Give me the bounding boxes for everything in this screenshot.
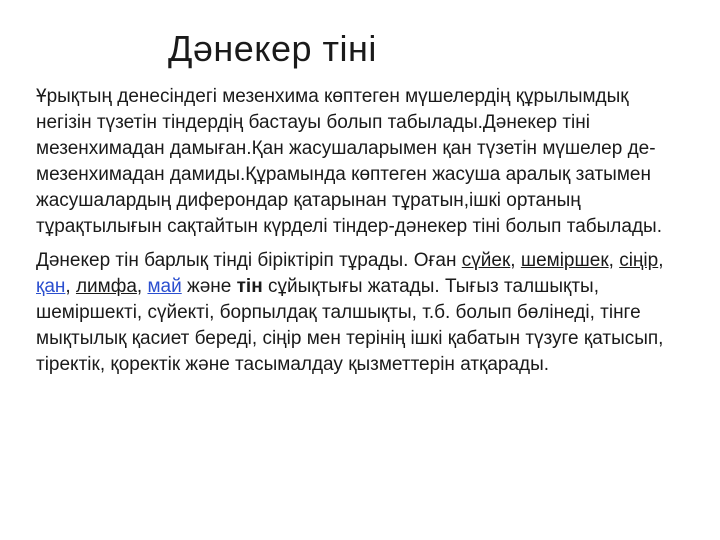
link-blood[interactable]: қан [36,276,66,297]
slide-body [36,84,666,386]
separator: , [608,250,620,271]
conjunction-and: және [181,276,237,297]
paragraph-origin: Ұрықтың денесіндегі мезенхима көптеген мүшелердің құрылымдық негізін түзетін тіндердің бастауы болып табылады.Дәнекер тіні мезенхимадан дамыған.Қан жасушаларымен қан түзетін мүшелер де-мезенхимадан дамиды.Құрамында көптеген жасуша аралық затымен жасушалардың диферондар қатарынан тұратын,ішкі ортаның тұрақтылығын сақтайтын күрделі тіндер-дәнекер тіні болып табылады. [36,86,662,237]
paragraph-composition [36,248,666,378]
link-bone[interactable]: сүйек [461,250,511,271]
link-fat[interactable]: май [147,276,182,297]
link-lymph[interactable]: лимфа [75,276,137,297]
separator: , [658,250,664,271]
paragraph-intro: Дәнекер тін барлық тінді біріктіріп тұрады. Оған [36,250,462,271]
slide-title: Дәнекер тіні [168,28,377,69]
separator: , [65,276,76,297]
paragraph-rest: сұйықтығы жатады. Тығыз талшықты, шеміршекті, сүйекті, борпылдақ талшықты, т.б. болып бөлінеді, тінге мықтылық қасиет береді, сіңір мен терінің ішкі қабатын түзуге қатысып, тіректік, қоректік және тасымалдау қызметтерін атқарады. [36,276,664,375]
bold-tissue: тін [236,276,263,297]
link-tendon[interactable]: сіңір [619,250,659,271]
separator: , [136,276,148,297]
separator: , [510,250,521,271]
link-cartilage[interactable]: шеміршек [520,250,609,271]
